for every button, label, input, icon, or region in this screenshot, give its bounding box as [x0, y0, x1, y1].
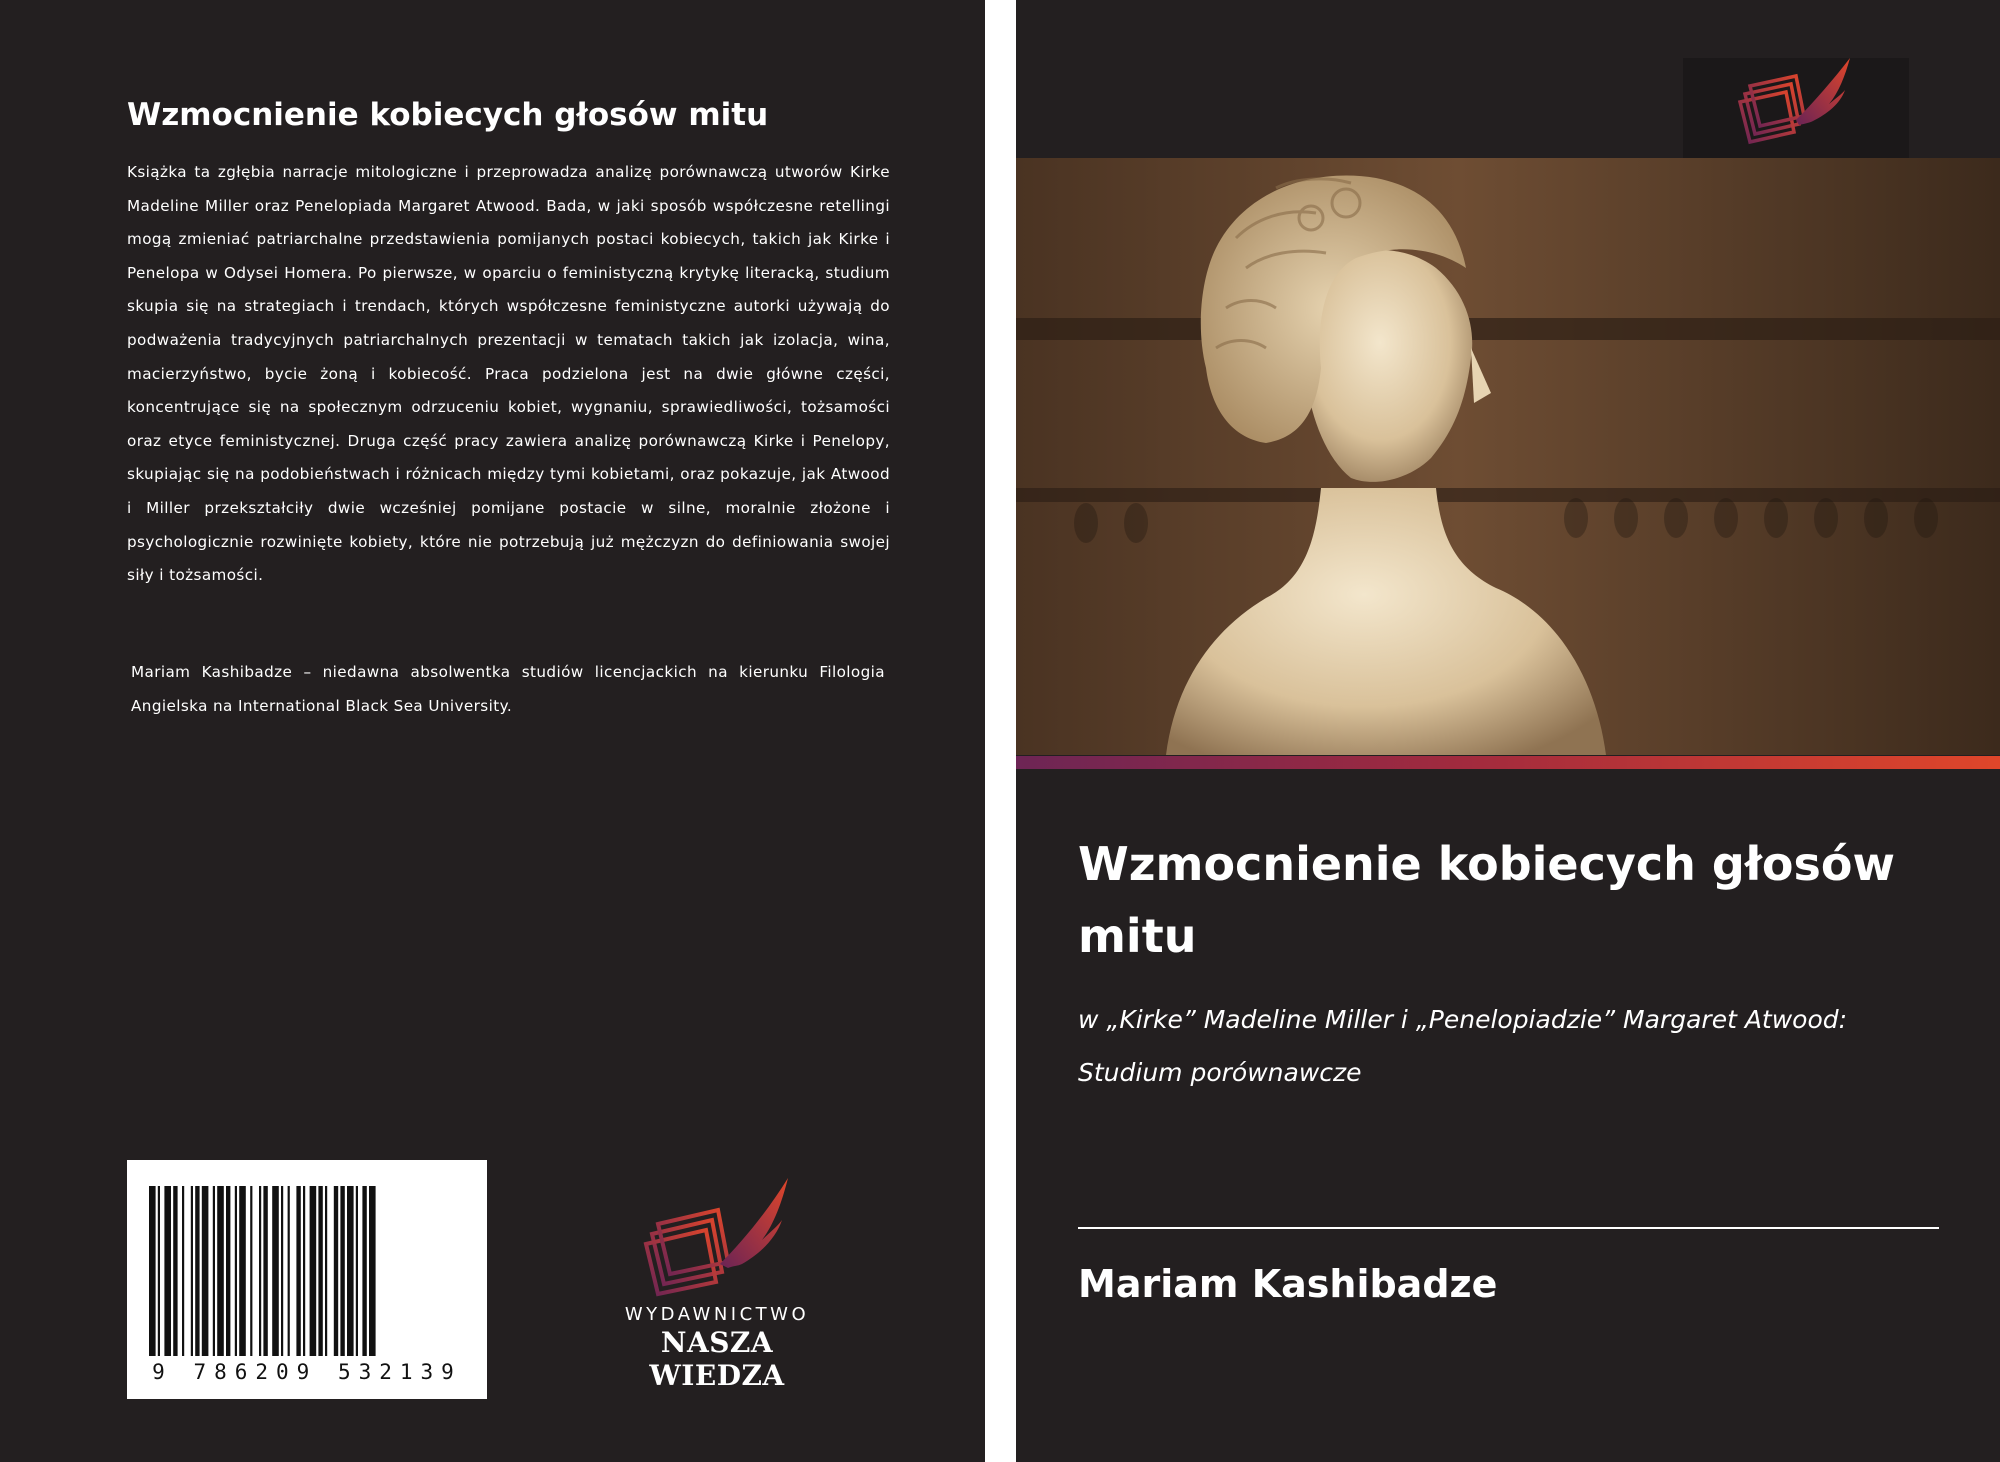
barcode-bar — [164, 1186, 171, 1356]
barcode-bar — [195, 1186, 199, 1356]
back-cover-description: Książka ta zgłębia narracje mitologiczne i przeprowadza analizę porównawczą utworów Kirke Madeline Miller oraz Penelopiada Margaret Atwood. Bada, w jaki sposób współczesne retellingi mogą zmieniać patriarchalne przedstawienia pomijanych postaci kobiecych, takich jak Kirke i Penelopa w Odysei Homera. Po pierwsze, w oparciu o feministyczną krytykę literacką, studium skupia się na strategiach i trendach, których współczesne feministyczne autorki używają do podważenia tradycyjnych patriarchalnych prezentacji w tematach takich jak izolacja, wina, macierzyństwo, bycie żoną i kobiecość. Praca podzielona jest na dwie główne części, koncentrujące się na społecznym odrzuceniu kobiet, wygnaniu, sprawiedliwości, tożsamości oraz etyce feministycznej. Druga część pracy zawiera analizę porównawczą Kirke i Penelopy, skupiając się na podobieństwach i różnicach między tymi kobietami, oraz pokazuje, jak Atwood i Miller przekształciły dwie wcześniej pomijane postacie w silne, moralnie złożone i psychologicznie rozwinięte kobiety, które nie potrzebują już mężczyzn do definiowania swojej siły i tożsamości. — [127, 163, 890, 585]
barcode-bar — [288, 1186, 290, 1356]
publisher-name-top: WYDAWNICTWO — [624, 1304, 810, 1325]
barcode-bar — [369, 1186, 376, 1356]
barcode-bar — [281, 1186, 283, 1356]
barcode-bar — [158, 1186, 160, 1356]
barcode-bar — [149, 1186, 156, 1356]
statue-bust-image — [1016, 158, 2000, 755]
barcode-bar — [239, 1186, 246, 1356]
book-quill-icon — [592, 1172, 842, 1302]
author-bio: Mariam Kashibadze – niedawna absolwentka studiów licencjackich na kierunku Filologia Angielska na International Black Sea University. — [131, 663, 885, 715]
back-cover-title: Wzmocnienie kobiecych głosów mitu — [127, 97, 769, 133]
barcode-bar — [362, 1186, 366, 1356]
barcode-bar — [310, 1186, 317, 1356]
front-cover-author: Mariam Kashibadze — [1078, 1262, 1498, 1306]
accent-stripe — [1016, 756, 2000, 769]
barcode-bar — [259, 1186, 261, 1356]
front-cover-title: Wzmocnienie kobiecych głosów mitu — [1078, 837, 1895, 963]
barcode-bar — [334, 1186, 338, 1356]
barcode-bar — [173, 1186, 177, 1356]
publisher-name-bottom: NASZA WIEDZA — [649, 1326, 785, 1392]
barcode-bar — [325, 1186, 327, 1356]
barcode-bar — [235, 1186, 237, 1356]
barcode-bar — [340, 1186, 344, 1356]
isbn-number: 9 786209 532139 — [137, 1360, 477, 1384]
barcode-bar — [226, 1186, 230, 1356]
barcode-bar — [217, 1186, 224, 1356]
barcode-bar — [202, 1186, 209, 1356]
barcode-bar — [296, 1186, 300, 1356]
barcode-bar — [347, 1186, 354, 1356]
barcode-bar — [356, 1186, 358, 1356]
barcode-bar — [272, 1186, 279, 1356]
barcode-bar — [303, 1186, 305, 1356]
barcode-bar — [213, 1186, 215, 1356]
barcode-bar — [182, 1186, 184, 1356]
back-cover — [0, 0, 985, 1462]
barcode-bar — [263, 1186, 267, 1356]
barcode-bar — [191, 1186, 193, 1356]
barcode-bar — [250, 1186, 252, 1356]
front-cover-subtitle: w „Kirke” Madeline Miller i „Penelopiadzie” Margaret Atwood: Studium porównawcze — [1078, 1005, 1848, 1087]
publisher-logo — [592, 1172, 842, 1392]
divider-line — [1078, 1227, 1939, 1229]
book-quill-icon — [1683, 58, 1909, 164]
barcode-bar — [318, 1186, 322, 1356]
isbn-barcode — [127, 1160, 487, 1399]
